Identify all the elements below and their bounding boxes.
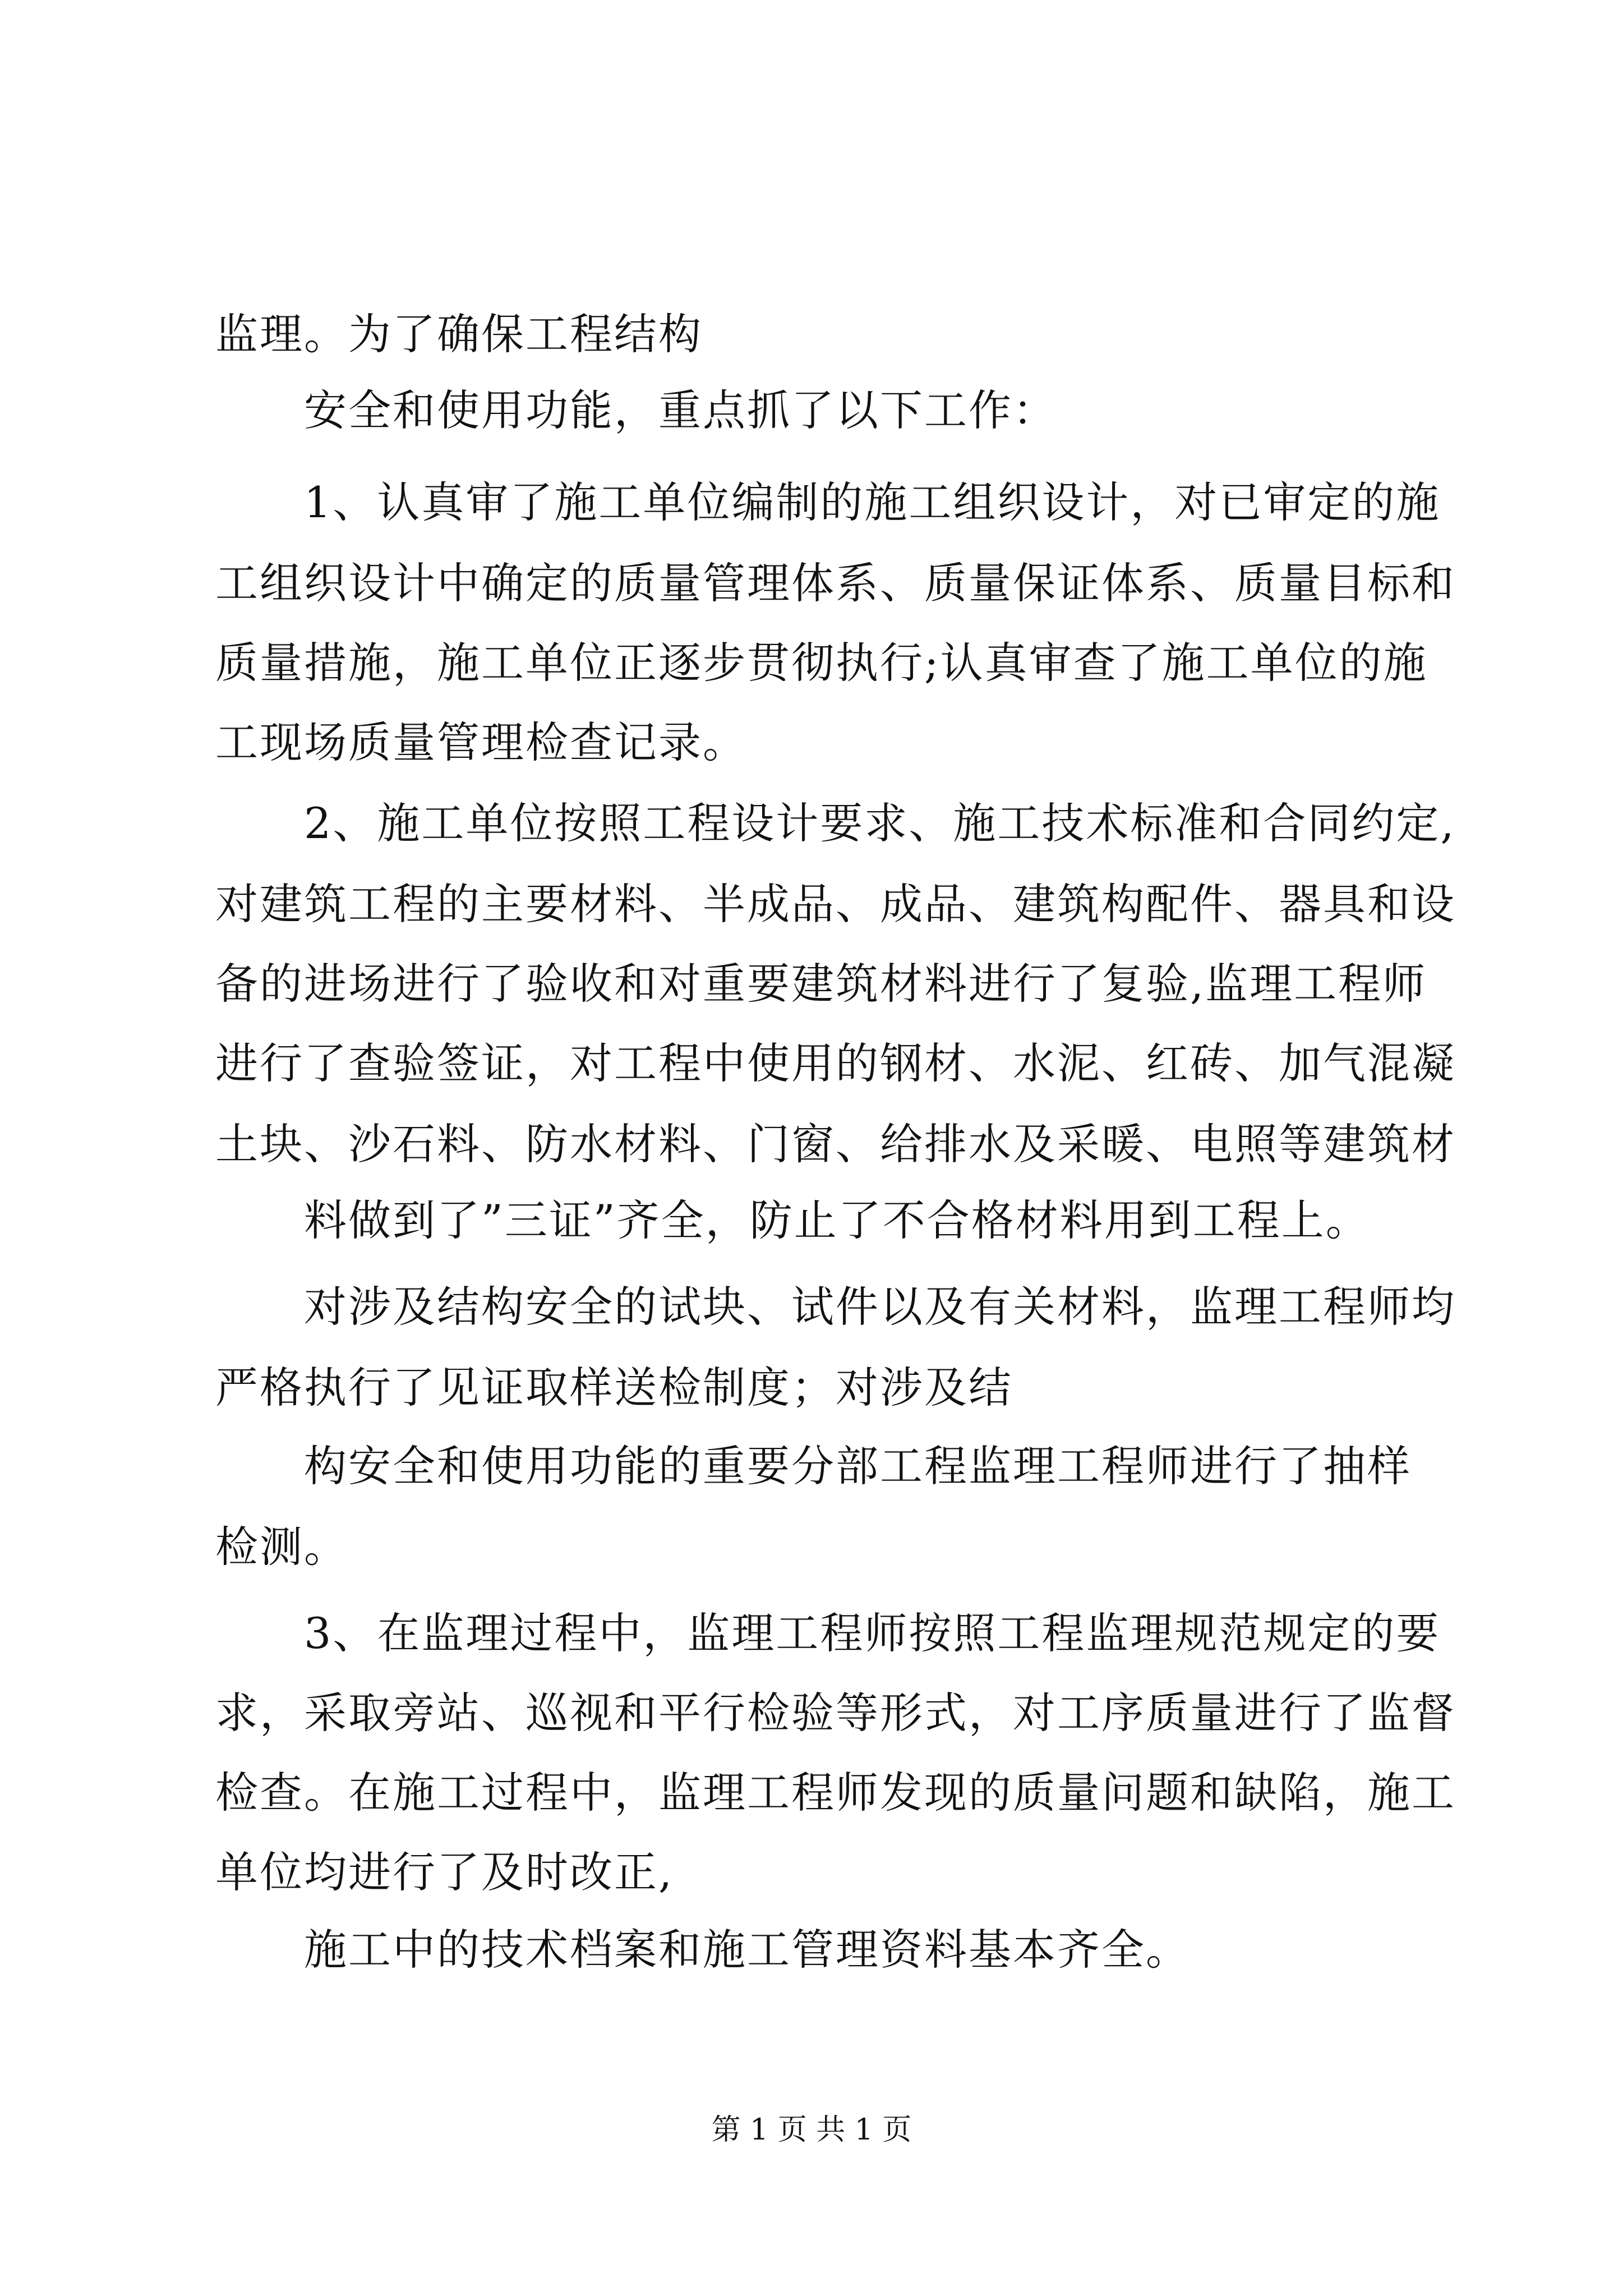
body-line-14: 严格执行了见证取样送检制度；对涉及结	[215, 1363, 1013, 1412]
body-line-21: 施工中的技术档案和施工管理资料基本齐全。	[215, 1925, 1190, 1975]
body-line-3: 1、认真审了施工单位编制的施工组织设计，对已审定的施	[215, 477, 1441, 527]
body-line-11: 土块、沙石料、防水材料、门窗、给排水及采暖、电照等建筑材	[215, 1119, 1456, 1169]
body-line-4: 工组织设计中确定的质量管理体系、质量保证体系、质量目标和	[215, 558, 1456, 608]
body-line-15: 构安全和使用功能的重要分部工程监理工程师进行了抽样	[215, 1441, 1412, 1491]
body-line-5: 质量措施，施工单位正逐步贯彻执行;认真审查了施工单位的施	[215, 638, 1428, 688]
body-line-6: 工现场质量管理检查记录。	[215, 717, 747, 767]
body-line-2: 安全和使用功能，重点抓了以下工作：	[215, 385, 1057, 435]
body-line-19: 检查。在施工过程中，监理工程师发现的质量问题和缺陷，施工	[215, 1768, 1456, 1818]
page-footer: 第 1 页 共 1 页	[711, 2113, 912, 2147]
body-line-8: 对建筑工程的主要材料、半成品、成品、建筑构配件、器具和设	[215, 879, 1456, 929]
body-line-12: 料做到了”三证”齐全，防止了不合格材料用到工程上。	[215, 1195, 1370, 1245]
body-line-18: 求，采取旁站、巡视和平行检验等形式，对工序质量进行了监督	[215, 1688, 1456, 1738]
body-line-10: 进行了查验签证，对工程中使用的钢材、水泥、红砖、加气混凝	[215, 1038, 1456, 1088]
body-line-16: 检测。	[215, 1522, 348, 1572]
body-line-1: 监理。为了确保工程结构	[215, 309, 703, 359]
body-line-20: 单位均进行了及时改正,	[215, 1847, 674, 1897]
body-line-9: 备的进场进行了验收和对重要建筑材料进行了复验,监理工程师	[215, 959, 1427, 1009]
body-line-13: 对涉及结构安全的试块、试件以及有关材料，监理工程师均	[215, 1282, 1456, 1332]
body-line-17: 3、在监理过程中，监理工程师按照工程监理规范规定的要	[215, 1608, 1441, 1658]
body-line-7: 2、施工单位按照工程设计要求、施工技术标准和合同约定,	[215, 798, 1456, 848]
